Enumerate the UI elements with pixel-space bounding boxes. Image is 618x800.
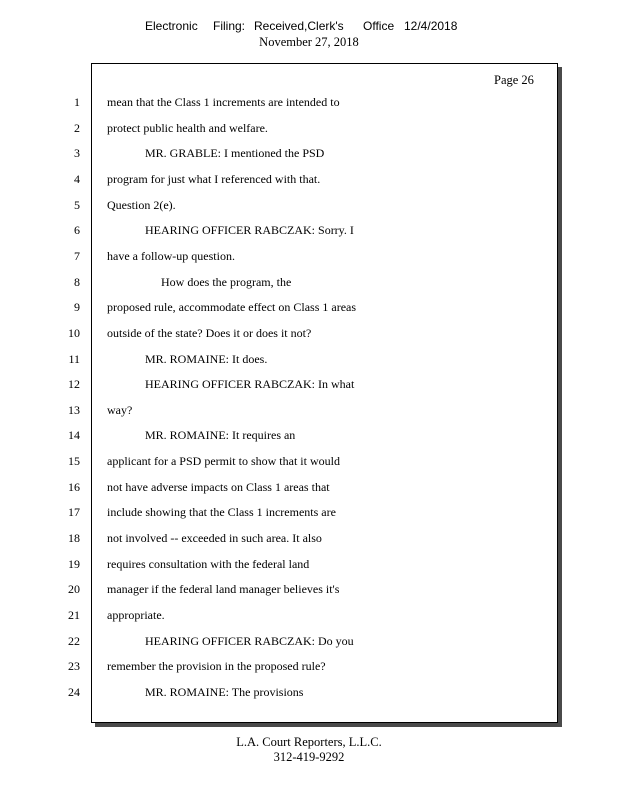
line-number: 9 [74,300,80,315]
transcript-line: MR. ROMAINE: It requires an [145,428,296,443]
transcript-line: include showing that the Class 1 increments are [107,505,336,520]
line-number: 1 [74,95,80,109]
stamp-date: 12/4/2018 [404,19,458,33]
transcript-line: How does the program, the [161,274,292,289]
transcript-line: MR. ROMAINE: The provisions [145,684,304,699]
electronic-filing-stamp [0,19,618,35]
transcript-line: mean that the Class 1 increments are intended to [107,95,340,109]
line-number: 14 [68,428,80,443]
line-number: 24 [68,684,80,699]
transcript-line: MR. ROMAINE: It does. [145,351,268,366]
line-number: 3 [74,146,80,161]
line-number: 15 [68,454,80,469]
transcript-page-frame [91,63,558,723]
transcript-line: HEARING OFFICER RABCZAK: Sorry. I [145,223,354,238]
line-number: 4 [74,171,80,186]
line-number: 21 [68,608,80,622]
line-number: 22 [68,633,80,648]
transcript-line: requires consultation with the federal land [107,556,310,571]
transcript-line: have a follow-up question. [107,248,235,263]
footer-phone: 312-419-9292 [273,750,345,764]
line-number: 13 [68,402,80,417]
transcript-line: not have adverse impacts on Class 1 areas that [107,479,330,494]
line-number: 6 [74,223,80,238]
transcript-line: way? [107,402,133,417]
transcript-line: HEARING OFFICER RABCZAK: In what [145,377,355,392]
transcript-line: remember the provision in the proposed rule? [107,659,326,674]
transcript-line: not involved -- exceeded in such area. It also [107,531,322,546]
line-number: 16 [68,479,80,494]
transcript-line: program for just what I referenced with that. [107,171,321,186]
transcript-line: protect public health and welfare. [107,120,268,135]
stamp-received: Received,Clerk's [254,19,344,33]
transcript-line: proposed rule, accommodate effect on Class 1 areas [107,300,357,315]
line-number: 7 [74,248,80,263]
transcript-line: applicant for a PSD permit to show that it would [107,454,340,469]
stamp-electronic: Electronic [145,19,198,33]
line-number: 19 [68,556,80,571]
line-number: 17 [68,505,80,520]
transcript-line: MR. GRABLE: I mentioned the PSD [145,146,325,161]
line-number: 10 [68,325,80,340]
transcript-line: outside of the state? Does it or does it not? [107,325,312,340]
transcript-line: Question 2(e). [107,197,176,212]
line-number: 18 [68,531,80,546]
transcript-line: manager if the federal land manager believes it's [107,582,340,597]
footer-reporter: L.A. Court Reporters, L.L.C. [236,735,382,749]
line-number: 11 [68,351,80,366]
line-number: 20 [68,582,80,597]
transcript-line: HEARING OFFICER RABCZAK: Do you [145,633,354,648]
line-number: 5 [74,197,80,212]
line-number: 12 [68,377,80,392]
stamp-filing: Filing: [213,19,246,33]
line-number: 8 [74,274,80,289]
transcript-line: appropriate. [107,608,165,622]
line-number: 2 [74,120,80,135]
stamp-office: Office [363,19,395,33]
line-number: 23 [68,659,80,674]
page-number: Page 26 [494,73,534,87]
filed-date: November 27, 2018 [259,35,359,49]
